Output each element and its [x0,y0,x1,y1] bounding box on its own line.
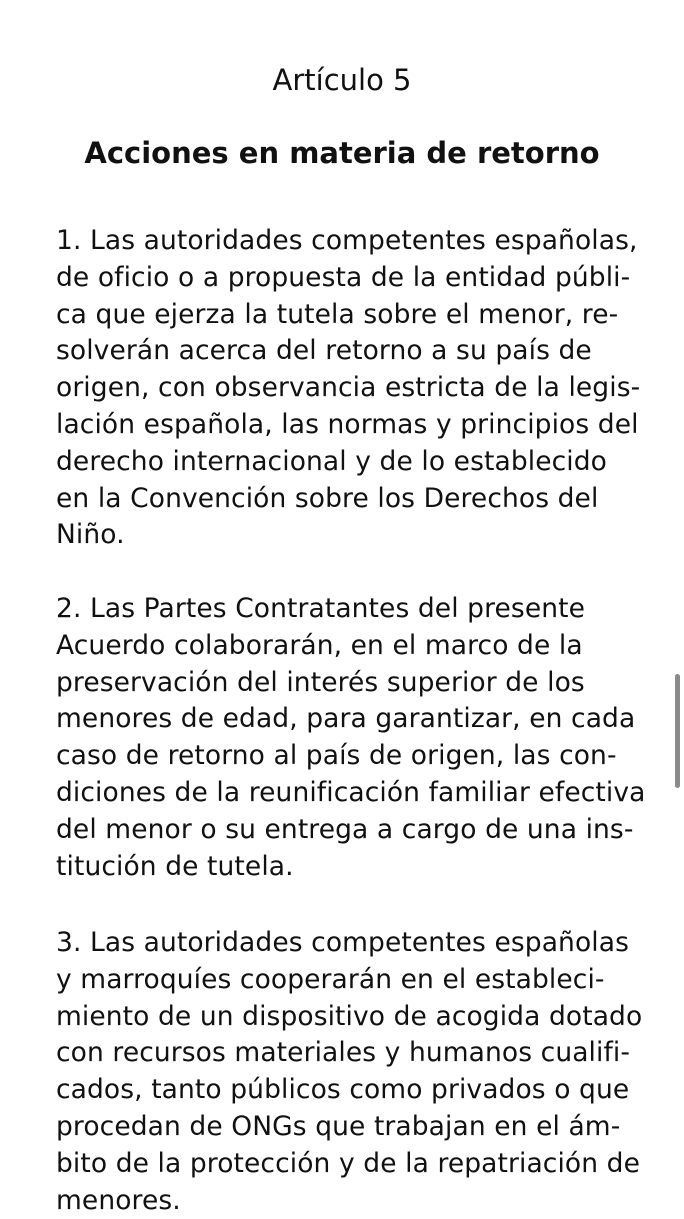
text-line: ca que ejerza la tutela sobre el menor, re- [56,298,619,330]
paragraph-2 [56,591,645,885]
text-line: diciones de la reunificación familiar efectiva [56,776,646,808]
text-line: Acuerdo colaborarán, en el marco de la [56,629,583,661]
paragraph-3 [56,925,642,1219]
text-line: caso de retorno al país de origen, las con- [56,740,617,772]
article-number: Artículo 5 [272,63,412,97]
text-line: derecho internacional y de lo establecido [56,445,607,477]
text-line: bito de la protección y de la repatriación de [56,1147,640,1179]
paragraph-1 [56,223,640,554]
text-line: del menor o su entrega a cargo de una ins- [56,813,634,845]
text-line: menores de edad, para garantizar, en cada [56,703,636,735]
text-line: origen, con observancia estricta de la legis- [56,372,641,404]
text-line: y marroquíes cooperarán en el estableci- [56,963,605,995]
text-line: cados, tanto públicos como privados o que [56,1074,630,1106]
text-line: miento de un dispositivo de acogida dotado [56,1000,643,1032]
text-line: titución de tutela. [56,850,294,882]
text-line: 2. Las Partes Contratantes del presente [56,593,586,624]
scrollbar-thumb[interactable] [675,674,680,788]
text-line: menores. [56,1184,181,1216]
text-line: 1. Las autoridades competentes españolas, [56,225,638,256]
text-line: preservación del interés superior de los [56,666,585,698]
text-line: 3. Las autoridades competentes españolas [56,927,629,958]
text-line: con recursos materiales y humanos cualifi- [56,1037,631,1069]
text-line: Niño. [56,519,125,551]
text-line: lación española, las normas y principios del [56,408,639,440]
text-line: solverán acerca del retorno a su país de [56,335,592,367]
text-line: procedan de ONGs que trabajan en el ám- [56,1110,621,1142]
text-line: de oficio o a propuesta de la entidad públi- [56,261,631,293]
text-line: en la Convención sobre los Derechos del [56,482,599,514]
article-title: Acciones en materia de retorno [84,136,600,170]
